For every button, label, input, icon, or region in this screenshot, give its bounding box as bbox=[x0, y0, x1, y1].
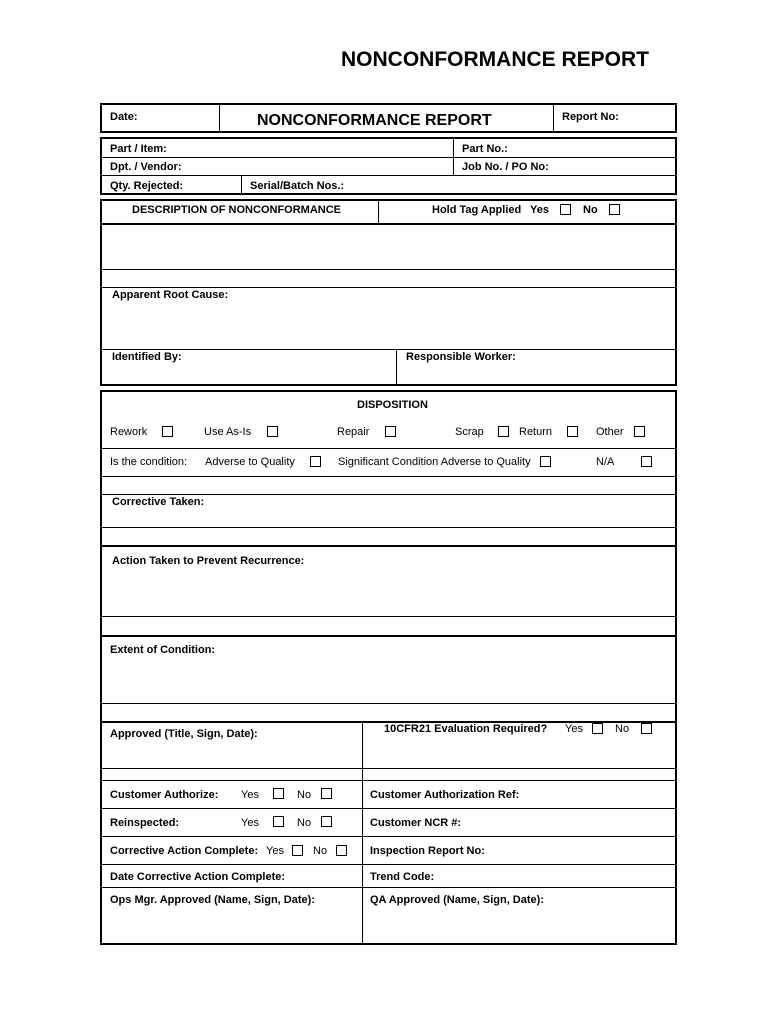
disposition-box bbox=[100, 390, 677, 945]
other-checkbox[interactable] bbox=[634, 426, 645, 437]
repair-checkbox[interactable] bbox=[385, 426, 396, 437]
root-cause-label: Apparent Root Cause: bbox=[112, 289, 229, 301]
corrective-complete-label: Corrective Action Complete: bbox=[110, 845, 259, 857]
na-label: N/A bbox=[596, 456, 615, 468]
return-label: Return bbox=[519, 426, 553, 438]
job-no-label: Job No. / PO No: bbox=[462, 161, 549, 173]
prevent-recurrence-label: Action Taken to Prevent Recurrence: bbox=[112, 555, 305, 567]
report-no-label: Report No: bbox=[562, 111, 619, 123]
cfr-yes-label: Yes bbox=[565, 723, 583, 735]
dpt-vendor-label: Dpt. / Vendor: bbox=[110, 161, 182, 173]
date-label: Date: bbox=[110, 111, 138, 123]
part-item-label: Part / Item: bbox=[110, 143, 167, 155]
customer-authorize-yes-checkbox[interactable] bbox=[273, 788, 284, 799]
use-as-is-checkbox[interactable] bbox=[267, 426, 278, 437]
hold-tag-no-checkbox[interactable] bbox=[609, 204, 620, 215]
serial-batch-label: Serial/Batch Nos.: bbox=[250, 180, 345, 192]
reinspected-label: Reinspected: bbox=[110, 817, 180, 829]
identified-by-label: Identified By: bbox=[112, 351, 182, 363]
trend-code-label: Trend Code: bbox=[370, 871, 435, 883]
rework-label: Rework bbox=[110, 426, 148, 438]
ops-mgr-approved-label: Ops Mgr. Approved (Name, Sign, Date): bbox=[110, 894, 315, 906]
info-box bbox=[100, 137, 677, 195]
adverse-quality-checkbox[interactable] bbox=[310, 456, 321, 467]
date-corrective-complete-label: Date Corrective Action Complete: bbox=[110, 871, 286, 883]
na-checkbox[interactable] bbox=[641, 456, 652, 467]
scrap-checkbox[interactable] bbox=[498, 426, 509, 437]
form-title: NONCONFORMANCE REPORT bbox=[257, 112, 492, 129]
customer-authorize-yes-label: Yes bbox=[241, 789, 259, 801]
hold-tag-yes-label: Yes bbox=[530, 204, 549, 216]
significant-condition-checkbox[interactable] bbox=[540, 456, 551, 467]
qa-approved-label: QA Approved (Name, Sign, Date): bbox=[370, 894, 544, 906]
qty-rejected-label: Qty. Rejected: bbox=[110, 180, 184, 192]
reinspected-yes-label: Yes bbox=[241, 817, 259, 829]
cfr-yes-checkbox[interactable] bbox=[592, 723, 603, 734]
use-as-is-label: Use As-Is bbox=[204, 426, 252, 438]
description-title: DESCRIPTION OF NONCONFORMANCE bbox=[132, 204, 341, 216]
reinspected-no-label: No bbox=[297, 817, 312, 829]
customer-ncr-label: Customer NCR #: bbox=[370, 817, 462, 829]
corrective-complete-yes-label: Yes bbox=[266, 845, 284, 857]
inspection-report-label: Inspection Report No: bbox=[370, 845, 485, 857]
approved-label: Approved (Title, Sign, Date): bbox=[110, 728, 258, 740]
adverse-quality-label: Adverse to Quality bbox=[205, 456, 295, 468]
significant-condition-label: Significant Condition Adverse to Quality bbox=[338, 456, 531, 468]
disposition-title: DISPOSITION bbox=[357, 399, 428, 411]
corrective-taken-label: Corrective Taken: bbox=[112, 496, 205, 508]
condition-label: Is the condition: bbox=[110, 456, 188, 468]
customer-auth-ref-label: Customer Authorization Ref: bbox=[370, 789, 520, 801]
customer-authorize-label: Customer Authorize: bbox=[110, 789, 219, 801]
extent-condition-label: Extent of Condition: bbox=[110, 644, 216, 656]
reinspected-yes-checkbox[interactable] bbox=[273, 816, 284, 827]
corrective-complete-yes-checkbox[interactable] bbox=[292, 845, 303, 856]
repair-label: Repair bbox=[337, 426, 370, 438]
cfr-no-label: No bbox=[615, 723, 630, 735]
page-title: NONCONFORMANCE REPORT bbox=[341, 48, 649, 71]
customer-authorize-no-checkbox[interactable] bbox=[321, 788, 332, 799]
corrective-complete-no-label: No bbox=[313, 845, 328, 857]
return-checkbox[interactable] bbox=[567, 426, 578, 437]
scrap-label: Scrap bbox=[455, 426, 484, 438]
corrective-complete-no-checkbox[interactable] bbox=[336, 845, 347, 856]
part-no-label: Part No.: bbox=[462, 143, 508, 155]
reinspected-no-checkbox[interactable] bbox=[321, 816, 332, 827]
cfr-no-checkbox[interactable] bbox=[641, 723, 652, 734]
hold-tag-no-label: No bbox=[583, 204, 598, 216]
other-label: Other bbox=[596, 426, 624, 438]
cfr-eval-label: 10CFR21 Evaluation Required? bbox=[384, 723, 548, 735]
hold-tag-label: Hold Tag Applied bbox=[432, 204, 522, 216]
rework-checkbox[interactable] bbox=[162, 426, 173, 437]
hold-tag-yes-checkbox[interactable] bbox=[560, 204, 571, 215]
responsible-worker-label: Responsible Worker: bbox=[406, 351, 516, 363]
customer-authorize-no-label: No bbox=[297, 789, 312, 801]
